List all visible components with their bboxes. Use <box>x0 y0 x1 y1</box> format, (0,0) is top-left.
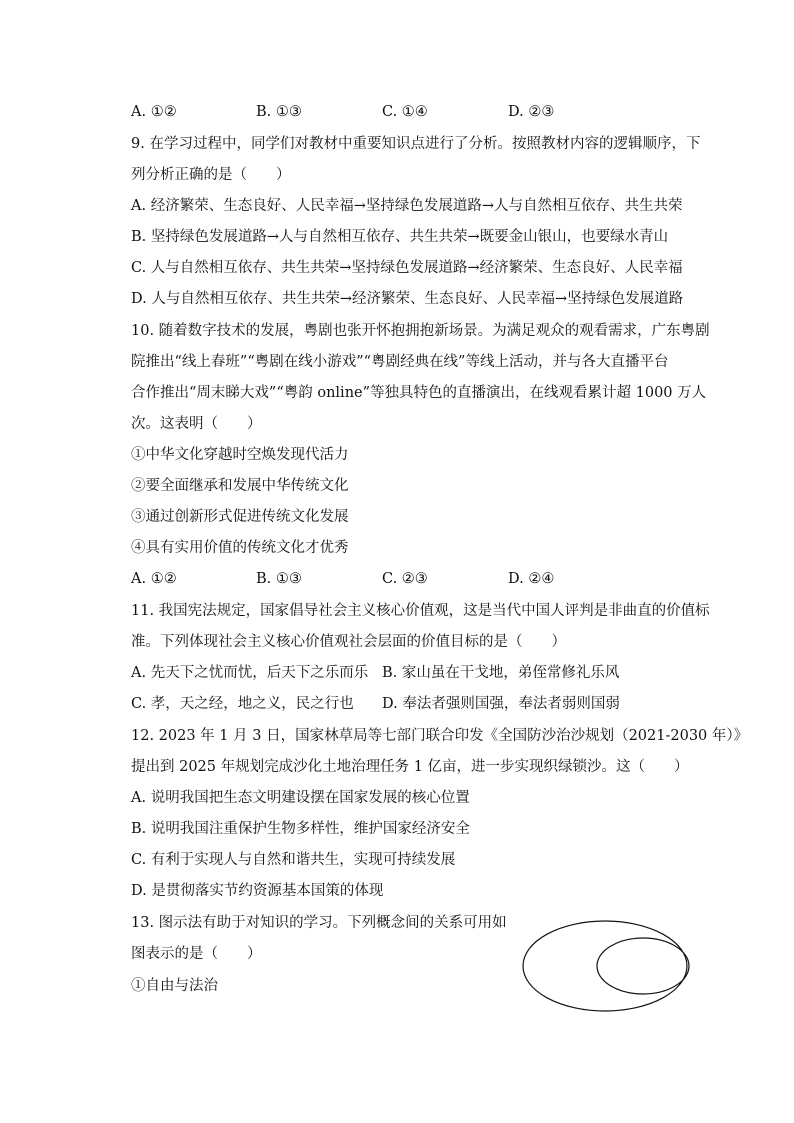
q12-option-a[interactable]: A. 说明我国把生态文明建设摆在国家发展的核心位置 <box>131 790 470 806</box>
q10-item-4: ④具有实用价值的传统文化才优秀 <box>131 540 349 556</box>
q8-option-b[interactable]: B. ①③ <box>256 104 302 120</box>
q12-option-c[interactable]: C. 有利于实现人与自然和谐共生，实现可持续发展 <box>131 852 456 868</box>
q11-option-d[interactable]: D. 奉法者强则国强，奉法者弱则国弱 <box>382 696 620 712</box>
q9-option-c[interactable]: C. 人与自然相互依存、共生共荣→坚持绿色发展道路→经济繁荣、生态良好、人民幸福 <box>131 260 683 276</box>
q10-options <box>131 569 691 589</box>
nested-ellipses-diagram <box>522 920 692 1012</box>
q9-option-a[interactable]: A. 经济繁荣、生态良好、人民幸福→坚持绿色发展道路→人与自然相互依存、共生共荣 <box>131 198 683 214</box>
q11-options-row-2 <box>131 694 691 714</box>
q9-stem-line-2: 列分析正确的是（ ） <box>131 167 291 183</box>
q12-option-b[interactable]: B. 说明我国注重保护生物多样性，维护国家经济安全 <box>131 821 470 837</box>
q10-option-a[interactable]: A. ①② <box>131 571 177 587</box>
q11-option-c[interactable]: C. 孝，天之经，地之义，民之行也 <box>131 696 354 712</box>
q8-options <box>131 102 691 122</box>
outer-ellipse <box>523 921 687 1011</box>
q10-option-d[interactable]: D. ②④ <box>508 571 555 587</box>
q10-stem-line-1: 10. 随着数字技术的发展，粤剧也张开怀抱拥抱新场景。为满足观众的观看需求，广东粤剧 <box>131 323 710 339</box>
q13-stem-line-1: 13. 图示法有助于对知识的学习。下列概念间的关系可用如 <box>131 915 507 931</box>
q13-stem-line-2: 图表示的是（ ） <box>131 946 262 962</box>
q10-item-1: ①中华文化穿越时空焕发现代活力 <box>131 447 349 463</box>
q11-option-a[interactable]: A. 先天下之忧而忧，后天下之乐而乐 <box>131 665 369 681</box>
q8-option-a[interactable]: A. ①② <box>131 104 177 120</box>
q10-item-3: ③通过创新形式促进传统文化发展 <box>131 509 349 525</box>
q8-option-d[interactable]: D. ②③ <box>508 104 555 120</box>
inner-ellipse <box>597 938 689 994</box>
q11-options-row-1 <box>131 663 691 683</box>
q8-option-c[interactable]: C. ①④ <box>382 104 428 120</box>
q9-option-d[interactable]: D. 人与自然相互依存、共生共荣→经济繁荣、生态良好、人民幸福→坚持绿色发展道路 <box>131 291 684 307</box>
q11-stem-line-1: 11. 我国宪法规定，国家倡导社会主义核心价值观，这是当代中国人评判是非曲直的价值标 <box>131 603 710 619</box>
q10-stem-line-4: 次。这表明（ ） <box>131 416 262 432</box>
q10-option-b[interactable]: B. ①③ <box>256 571 302 587</box>
q11-option-b[interactable]: B. 家山虽在干戈地，弟侄常修礼乐风 <box>382 665 620 681</box>
q11-stem-line-2: 准。下列体现社会主义核心价值观社会层面的价值目标的是（ ） <box>131 634 566 650</box>
q10-stem-line-2: 院推出“线上春班”“粤剧在线小游戏”“粤剧经典在线”等线上活动，并与各大直播平台 <box>131 354 669 370</box>
q12-option-d[interactable]: D. 是贯彻落实节约资源基本国策的体现 <box>131 883 384 899</box>
q10-option-c[interactable]: C. ②③ <box>382 571 428 587</box>
q12-stem-line-2: 提出到 2025 年规划完成沙化土地治理任务 1 亿亩，进一步实现织绿锁沙。这（ ） <box>131 759 689 775</box>
q10-item-2: ②要全面继承和发展中华传统文化 <box>131 478 349 494</box>
q12-stem-line-1: 12. 2023 年 1 月 3 日，国家林草局等七部门联合印发《全国防沙治沙规划（2021-2030 年）》 <box>131 728 749 744</box>
q13-item-1: ①自由与法治 <box>131 978 218 994</box>
q9-option-b[interactable]: B. 坚持绿色发展道路→人与自然相互依存、共生共荣→既要金山银山，也要绿水青山 <box>131 229 669 245</box>
q10-stem-line-3: 合作推出“周末睇大戏”“粤韵 online”等独具特色的直播演出，在线观看累计超 1000 万人 <box>131 385 707 401</box>
q9-stem-line-1: 9. 在学习过程中，同学们对教材中重要知识点进行了分析。按照教材内容的逻辑顺序，下 <box>131 136 701 152</box>
